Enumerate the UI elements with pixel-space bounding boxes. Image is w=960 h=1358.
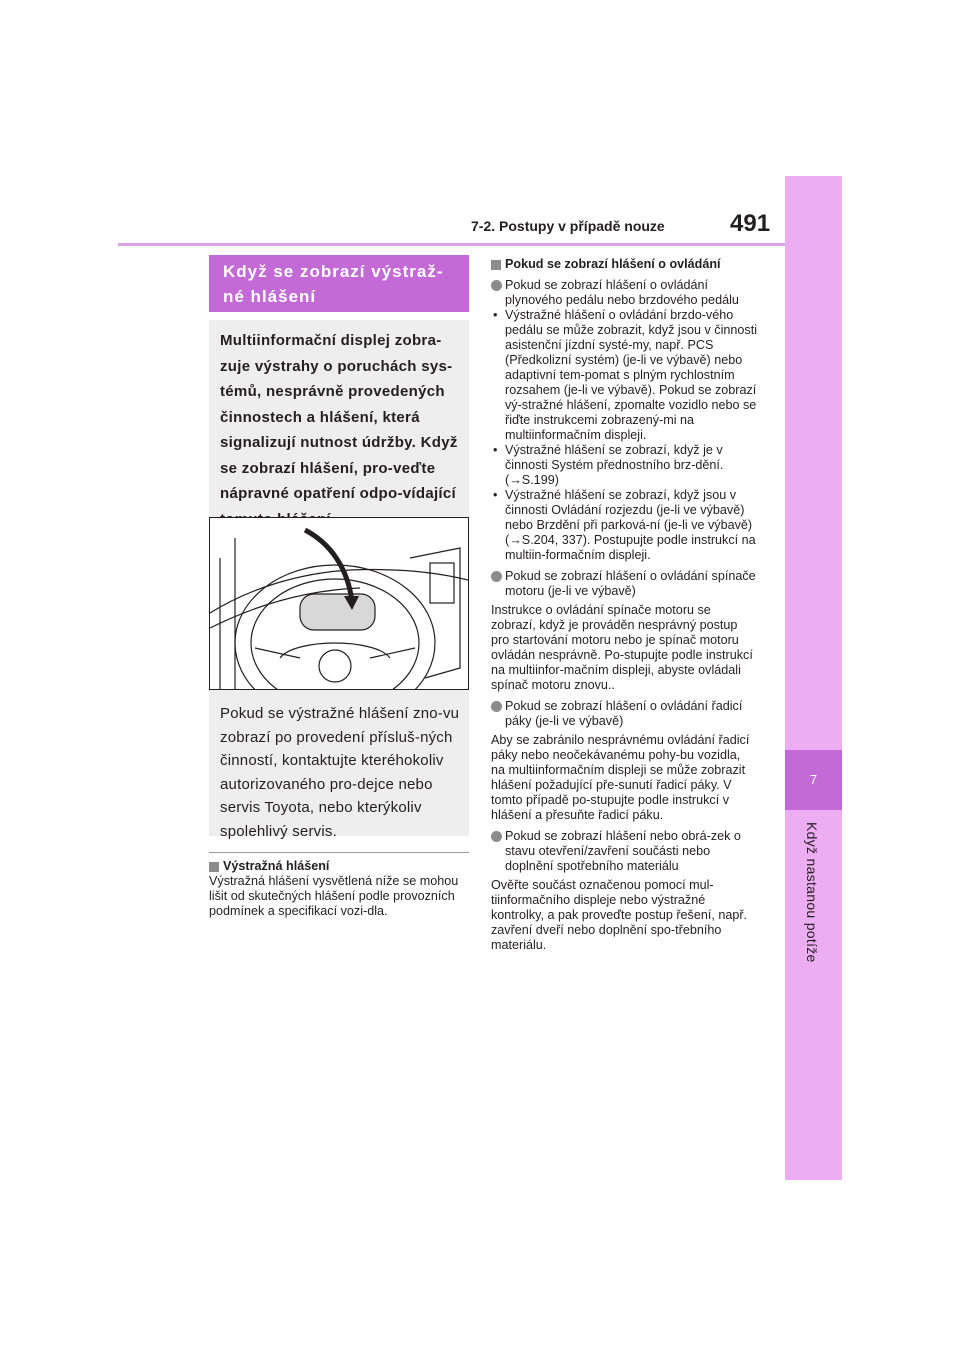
list-item (491, 569, 757, 599)
circle-bullet-icon (491, 831, 502, 842)
right-column-text (491, 257, 757, 953)
circle-bullet-icon (491, 280, 502, 291)
intro-box (209, 320, 469, 840)
chapter-title: Když nastanou potíže (804, 822, 820, 963)
bullet-text: Výstražné hlášení o ovládání brzdo-vého pedálu se může zobrazit, když jsou v činnosti asistenční jízdní systé-my, např. PCS (Předkolizní systém) (je-li ve výbavě) nebo adaptivní tem-pomat s plným rychlostním rozsahem (je-li ve výbavě). Pokud se zobrazí vý-stražné hlášení, zpomalte vozidlo nebo se řiďte instrukcemi zobrazený-mi na multiinformačním displeji. (505, 308, 757, 442)
page-number: 491 (730, 210, 771, 237)
paragraph: Instrukce o ovládání spínače motoru se zobrazí, když je prováděn nesprávný postup pro startování motoru nebo je spínač motoru ovládán nesprávně. Po-stupujte podle instrukcí na multiinfor-mačním displeji, abyste ovládali spínač motoru znovu.. (491, 603, 753, 692)
list-item (491, 278, 757, 308)
header-rule (118, 243, 842, 246)
bullet-text: Výstražné hlášení se zobrazí, když jsou v činnosti Ovládání rozjezdu (je-li ve výbavě) nebo Brzdění při parková-ní (je-li ve výbavě) (→S.204, 337). Postupujte podle instrukcí na multiin-formačním displeji. (505, 488, 756, 562)
dashboard-drawing (210, 518, 468, 689)
section-divider (209, 852, 469, 853)
circle-bullet-icon (491, 701, 502, 712)
list-item (491, 488, 757, 563)
illustration-caption: Pokud se výstražné hlášení zno-vu zobrazí po provedení přísluš-ných činností, kontaktujte kteréhokoliv autorizovaného pro-dejce nebo servis Toyota, nebo kterýkoliv spolehlivý servis. (220, 705, 460, 840)
box-title: Když se zobrazí výstraž-né hlášení (223, 262, 444, 306)
item-text: Pokud se zobrazí hlášení o ovládání řadicí páky (je-li ve výbavě) (505, 699, 743, 728)
section-title: 7-2. Postupy v případě nouze (471, 218, 665, 234)
operation-heading: Pokud se zobrazí hlášení o ovládání (491, 257, 757, 272)
item-text: Pokud se zobrazí hlášení nebo obrá-zek o stavu otevření/zavření součásti nebo doplnění spotřebního materiálu (505, 829, 741, 873)
item-text: Pokud se zobrazí hlášení o ovládání plynového pedálu nebo brzdového pedálu (505, 278, 739, 307)
paragraph: Aby se zabránilo nesprávnému ovládání řadicí páky nebo neočekávanému pohy-bu vozidla, na multiinformačním displeji se může zobrazit hlášení požadující pře-sunutí řadicí páky. V tomto případě po-stupujte podle instrukcí v hlášení a přesuňte řadicí páku. (491, 733, 750, 822)
intro-text: Multiinformační displej zobra-zuje výstrahy o poruchách sys-témů, nesprávně provedených činnostech a hlášení, která signalizují nutnost údržby. Když se zobrazí hlášení, pro-veďte nápravné opatření odpo-vídající (220, 332, 458, 502)
paragraph: Ověřte součást označenou pomocí mul-tiinformačního displeje nebo výstražné kontrolky, a pak proveďte postup řešení, např. zavření dveří nebo doplnění spo-třebního materiálu. (491, 878, 748, 952)
chapter-side-tab (785, 176, 842, 1180)
warning-heading: Výstražná hlášení (209, 859, 469, 874)
chapter-number-box (785, 750, 842, 810)
dot-bullet-icon: • (493, 308, 498, 322)
bullet-text: Výstražné hlášení se zobrazí, když je v činnosti Systém přednostního brz-dění. (→S.199) (505, 443, 724, 487)
chapter-number: 7 (809, 772, 818, 787)
list-item (491, 308, 757, 443)
list-item (491, 829, 757, 874)
dot-bullet-icon: • (493, 443, 498, 457)
warning-text: Výstražná hlášení vysvětlená níže se mohou lišit od skutečných hlášení podle provozních podmínek a specifikací vozi-dla. (209, 874, 459, 918)
section-title-box (209, 255, 469, 312)
left-column-text (209, 859, 469, 919)
item-text: Pokud se zobrazí hlášení o ovládání spínače motoru (je-li ve výbavě) (505, 569, 756, 598)
circle-bullet-icon (491, 571, 502, 582)
dot-bullet-icon: • (493, 488, 498, 502)
list-item (491, 699, 757, 729)
steering-wheel-illustration (209, 517, 469, 690)
list-item (491, 443, 757, 488)
